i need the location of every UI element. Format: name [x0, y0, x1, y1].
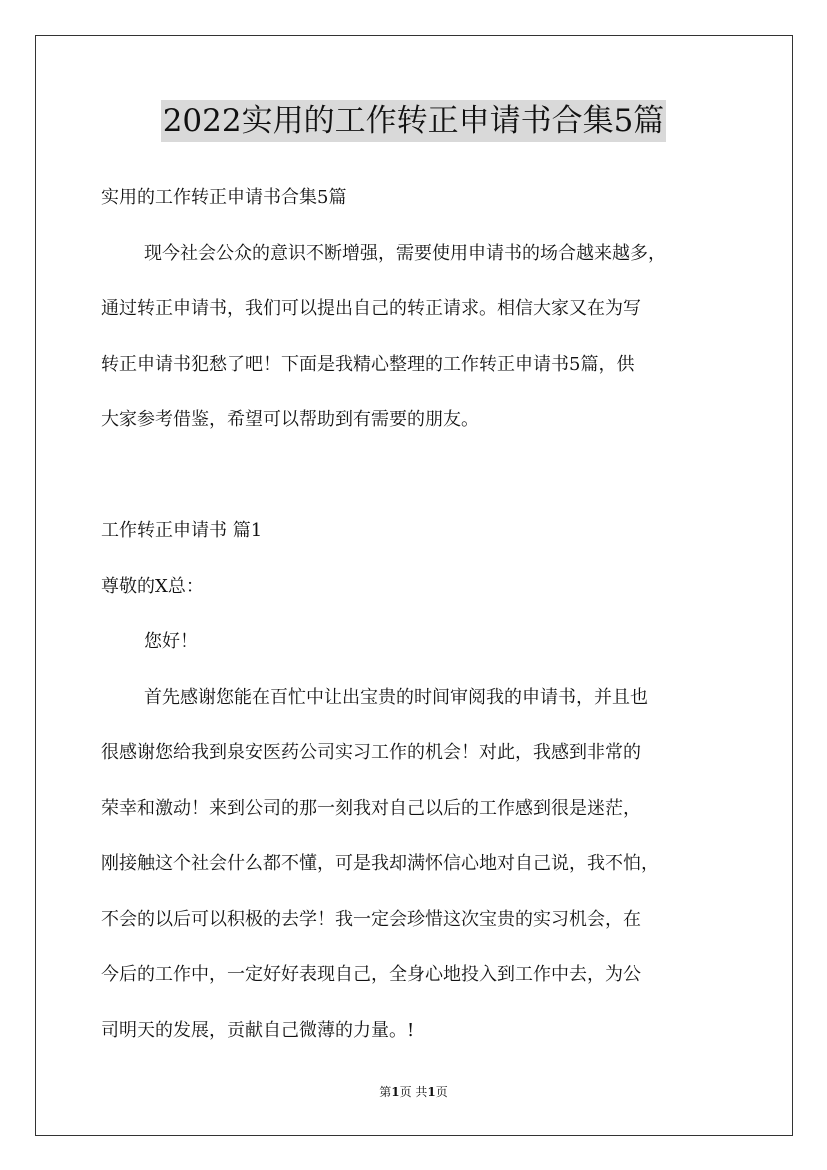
- body-line: 司明天的发展，贡献自己微薄的力量。!: [101, 1019, 415, 1041]
- body-line: 不会的以后可以积极的去学！我一定会珍惜这次宝贵的实习机会，在: [101, 908, 641, 930]
- title-wrap: [0, 100, 827, 142]
- footer-total-suffix: 页: [435, 1085, 448, 1099]
- body-line: 大家参考借鉴，希望可以帮助到有需要的朋友。: [101, 409, 479, 430]
- section-heading: 工作转正申请书 篇1: [101, 520, 263, 541]
- footer-page-suffix: 页 共: [399, 1085, 428, 1099]
- document-body: [101, 170, 741, 1058]
- body-line: 通过转正申请书，我们可以提出自己的转正请求。相信大家又在为写: [101, 298, 641, 319]
- body-line: 现今社会公众的意识不断增强，需要使用申请书的场合越来越多，: [144, 242, 666, 264]
- footer-total-pages: 1: [427, 1085, 436, 1099]
- greeting: 您好！: [144, 631, 198, 652]
- document-title: 2022实用的工作转正申请书合集5篇: [161, 100, 667, 142]
- blank-line: [101, 448, 741, 504]
- body-line: 首先感谢您能在百忙中让出宝贵的时间审阅我的申请书，并且也: [144, 686, 648, 708]
- body-line: 刚接触这个社会什么都不懂，可是我却满怀信心地对自己说，我不怕，: [101, 853, 659, 874]
- body-line: 今后的工作中，一定好好表现自己，全身心地投入到工作中去，为公: [101, 964, 641, 985]
- body-line: 实用的工作转正申请书合集5篇: [101, 187, 347, 208]
- body-line: 转正申请书犯愁了吧！下面是我精心整理的工作转正申请书5篇，供: [101, 353, 635, 375]
- body-line: 荣幸和激动！来到公司的那一刻我对自己以后的工作感到很是迷茫，: [101, 797, 641, 819]
- page-footer: [0, 1083, 827, 1100]
- footer-page-number: 1: [391, 1085, 400, 1099]
- footer-page-prefix: 第: [379, 1085, 392, 1099]
- salutation: 尊敬的X总：: [101, 575, 204, 597]
- body-line: 很感谢您给我到泉安医药公司实习工作的机会！对此，我感到非常的: [101, 742, 641, 763]
